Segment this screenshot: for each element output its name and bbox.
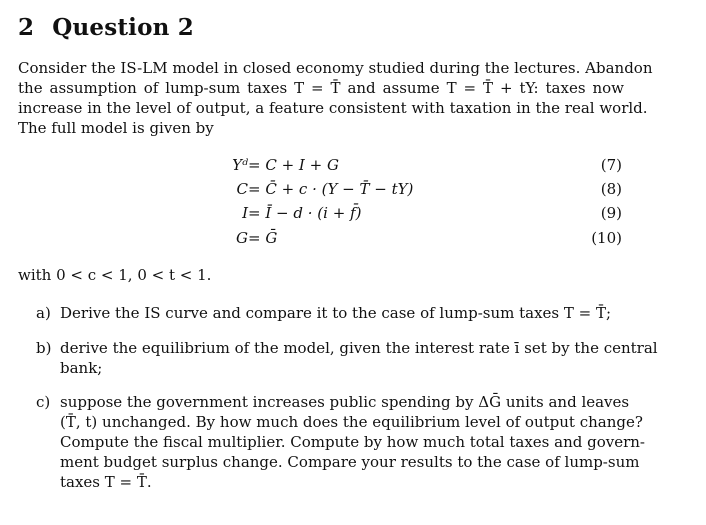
section-number: 2 — [18, 14, 35, 41]
item-marker: a) — [36, 304, 51, 322]
equation-rhs: = C + I + G — [248, 156, 339, 174]
equation-lhs: I — [242, 204, 248, 222]
intro-paragraph — [18, 58, 653, 138]
parameter-conditions: with 0 < c < 1, 0 < t < 1. — [18, 266, 212, 284]
item-marker: c) — [36, 393, 51, 411]
item-marker: b) — [36, 339, 52, 357]
question-item-a — [36, 303, 624, 323]
equation-rhs: = Ī − d · (i + f̄) — [248, 204, 362, 222]
item-text — [60, 392, 645, 492]
equation-number: (10) — [591, 229, 622, 247]
paragraph-line: increase in the level of output, a feature consistent with taxation in the real world. — [18, 99, 648, 117]
equation-rhs: = Ḡ — [248, 229, 278, 247]
equation-number: (8) — [600, 180, 622, 198]
equation-lhs: Yᵈ — [232, 156, 248, 174]
equation-number: (7) — [600, 156, 622, 174]
item-text — [60, 303, 624, 323]
paragraph-line: the assumption of lump-sum taxes T = T̄ and assume T = T̄ + tY: taxes now — [18, 79, 624, 97]
item-line: derive the equilibrium of the model, given the interest rate ī set by the central — [60, 339, 658, 357]
item-line: (T̄, t) unchanged. By how much does the equilibrium level of output change? — [60, 413, 643, 431]
item-line: taxes T = T̄. — [60, 473, 152, 491]
item-line: Derive the IS curve and compare it to the case of lump-sum taxes T = T̄; — [60, 304, 612, 322]
equation-lhs: G — [236, 229, 248, 247]
paragraph-line: The full model is given by — [18, 119, 214, 137]
item-line: ment budget surplus change. Compare your results to the case of lump-sum — [60, 453, 640, 471]
equation-row — [0, 180, 706, 202]
equation-row — [0, 229, 706, 251]
equation-row — [0, 156, 706, 178]
item-text — [60, 338, 658, 378]
equation-row — [0, 204, 706, 226]
equation-rhs: = C̄ + c · (Y − T̄ − tY) — [248, 180, 414, 198]
paragraph-line: Consider the IS-LM model in closed economy studied during the lectures. Abandon — [18, 59, 653, 77]
question-item-b — [36, 338, 658, 378]
item-line: suppose the government increases public spending by ΔḠ units and leaves — [60, 393, 630, 411]
section-title: Question 2 — [52, 14, 194, 41]
section-heading — [18, 14, 194, 41]
question-item-c — [36, 392, 645, 492]
equation-lhs: C — [236, 180, 248, 198]
item-line: Compute the fiscal multiplier. Compute by how much total taxes and govern- — [60, 433, 645, 451]
equation-number: (9) — [600, 204, 622, 222]
item-line: bank; — [60, 359, 103, 377]
